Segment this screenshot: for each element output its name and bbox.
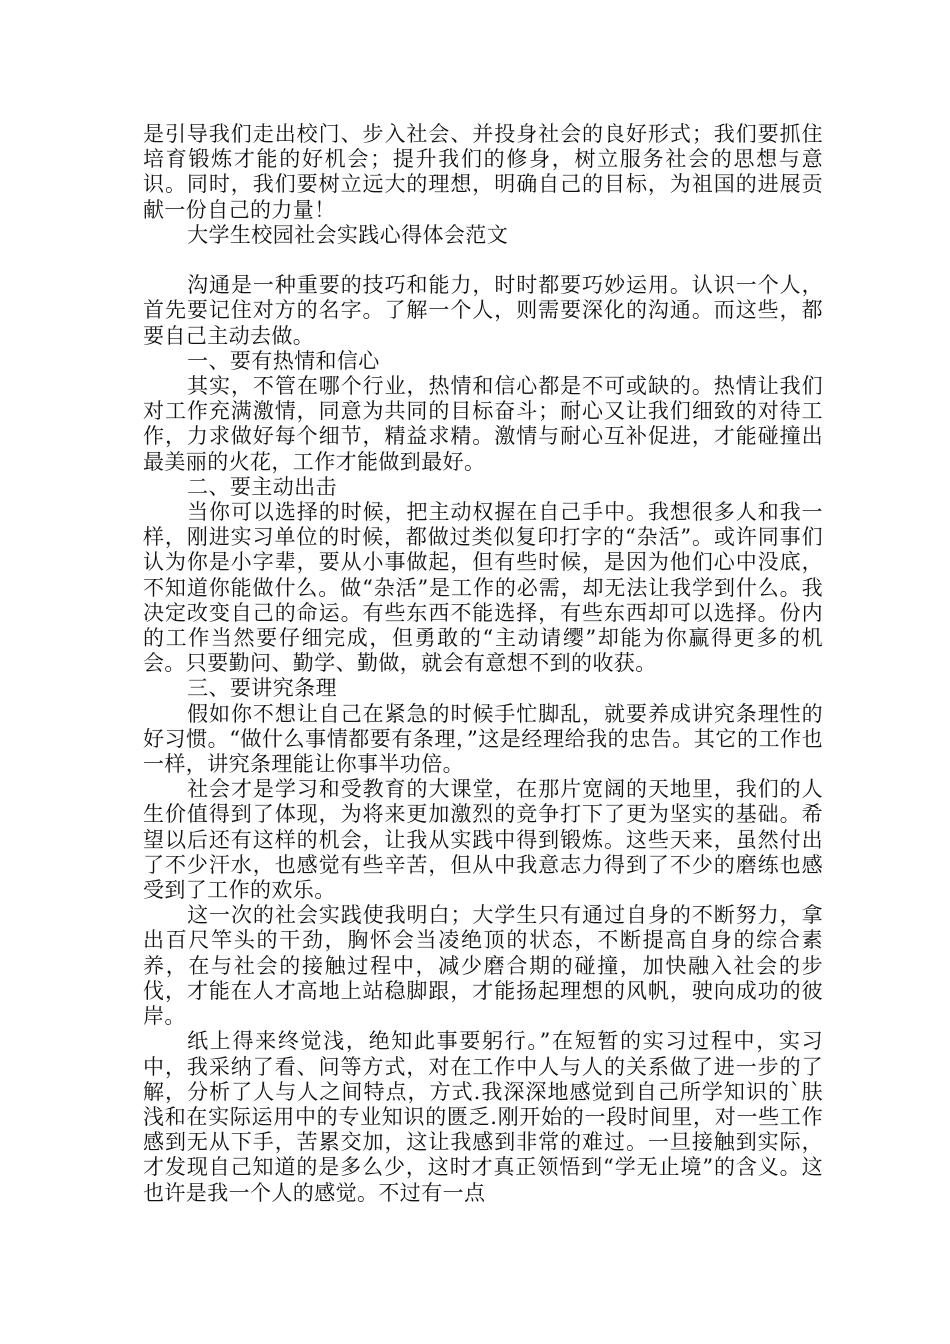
body-paragraph: 这一次的社会实践使我明白；大学生只有通过自身的不断努力，拿出百尺竿头的干劲，胸怀会当凌绝顶的状态，不断提高自身的综合素养，在与社会的接触过程中，减少磨合期的碰撞，加快融入社会的步伐，才能在人才高地上站稳脚跟，才能扬起理想的风帆，驶向成功的彼岸。 (143, 903, 823, 1029)
blank-line (143, 248, 823, 273)
subheading-enthusiasm: 一、要有热情和信心 (187, 348, 380, 373)
document-body (143, 122, 823, 1206)
section-title: 大学生校园社会实践心得体会范文 (187, 222, 509, 247)
body-paragraph: 社会才是学习和受教育的大课堂，在那片宽阔的天地里，我们的人生价值得到了体现，为将来更加激烈的竞争打下了更为坚实的基础。希望以后还有这样的机会，让我从实践中得到锻炼。这些天来，虽然付出了不少汗水，也感觉有些辛苦，但从中我意志力得到了不少的磨练也感受到了工作的欢乐。 (143, 777, 823, 903)
body-paragraph: 其实，不管在哪个行业，热情和信心都是不可或缺的。热情让我们对工作充满激情，同意为共同的目标奋斗；耐心又让我们细致的对待工作，力求做好每个细节，精益求精。激情与耐心互补促进，才能碰撞出最美丽的火花，工作才能做到最好。 (143, 374, 823, 474)
body-paragraph: 纸上得来终觉浅，绝知此事要躬行。”在短暂的实习过程中，实习中，我采纳了看、问等方式，对在工作中人与人的关系做了进一步的了解，分析了人与人之间特点，方式.我深深地感觉到自己所学知识的`肤浅和在实际运用中的专业知识的匮乏.刚开始的一段时间里，对一些工作感到无从下手，苦累交加，这让我感到非常的难过。一旦接触到实际，才发现自己知道的是多么少，这时才真正领悟到“学无止境”的含义。这也许是我一个人的感觉。不过有一点 (143, 1029, 823, 1205)
body-paragraph: 当你可以选择的时候，把主动权握在自己手中。我想很多人和我一样，刚进实习单位的时候，都做过类似复印打字的“杂活”。或许同事们认为你是小字辈，要从小事做起，但有些时候，是因为他们心中没底，不知道你能做什么。做“杂活”是工作的必需，却无法让我学到什么。我决定改变自己的命运。有些东西不能选择，有些东西却可以选择。份内的工作当然要仔细完成，但勇敢的“主动请缨”却能为你赢得更多的机会。只要勤问、勤学、勤做，就会有意想不到的收获。 (143, 500, 823, 676)
subheading-orderliness: 三、要讲究条理 (187, 676, 337, 701)
subheading-initiative: 二、要主动出击 (187, 474, 337, 499)
body-paragraph: 沟通是一种重要的技巧和能力，时时都要巧妙运用。认识一个人，首先要记住对方的名字。了解一个人，则需要深化的沟通。而这些，都要自己主动去做。 (143, 273, 823, 348)
body-paragraph: 假如你不想让自己在紧急的时候手忙脚乱，就要养成讲究条理性的好习惯。“做什么事情都要有条理，”这是经理给我的忠告。其它的工作也一样，讲究条理能让你事半功倍。 (143, 701, 823, 777)
body-paragraph: 是引导我们走出校门、步入社会、并投身社会的良好形式；我们要抓住培育锻炼才能的好机会；提升我们的修身，树立服务社会的思想与意识。同时，我们要树立远大的理想，明确自己的目标，为祖国的进展贡献一份自己的力量！ (143, 122, 823, 222)
